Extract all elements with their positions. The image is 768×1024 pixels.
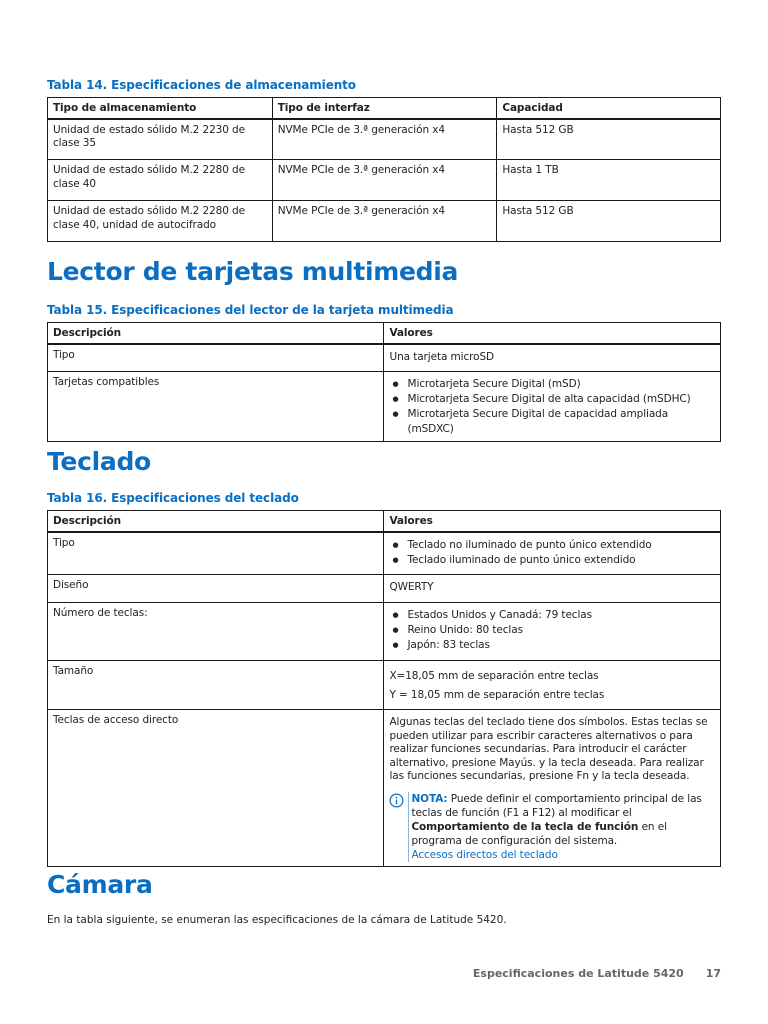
table-cell: Número de teclas:	[48, 603, 384, 661]
table-caption-cardreader: Tabla 15. Especificaciones del lector de la tarjeta multimedia	[47, 303, 454, 317]
list-item: ● Reino Unido: 80 teclas	[407, 623, 715, 638]
table-cell: Unidad de estado sólido M.2 2230 de clase 35	[48, 119, 273, 160]
keyboard-type-list	[389, 538, 715, 568]
table-cell	[384, 661, 721, 710]
table-cell: Hasta 512 GB	[497, 119, 721, 160]
table-cell: Una tarjeta microSD	[384, 344, 721, 372]
note-label: NOTA:	[411, 792, 448, 805]
table-row	[48, 201, 721, 242]
column-header: Descripción	[48, 511, 384, 532]
table-row	[48, 372, 721, 442]
column-header: Valores	[384, 511, 721, 532]
table-header-row	[48, 98, 721, 119]
column-header: Capacidad	[497, 98, 721, 119]
table-cell	[384, 532, 721, 575]
table-cell: QWERTY	[384, 575, 721, 603]
note-body	[408, 792, 715, 862]
table-cell: Tipo	[48, 344, 384, 372]
table-header-row	[48, 511, 721, 532]
table-cell: NVMe PCIe de 3.ª generación x4	[272, 119, 497, 160]
table-cell: Tipo	[48, 532, 384, 575]
keyboard-shortcuts-link[interactable]: Accesos directos del teclado	[411, 848, 558, 861]
table-cell	[384, 372, 721, 442]
keyboard-table	[47, 510, 721, 867]
table-row	[48, 575, 721, 603]
table-cell: NVMe PCIe de 3.ª generación x4	[272, 201, 497, 242]
section-heading-cardreader: Lector de tarjetas multimedia	[47, 257, 459, 286]
table-cell: Hasta 512 GB	[497, 201, 721, 242]
camera-intro: En la tabla siguiente, se enumeran las especificaciones de la cámara de Latitude 5420.	[47, 914, 507, 926]
table-cell: Hasta 1 TB	[497, 160, 721, 201]
column-header: Tipo de interfaz	[272, 98, 497, 119]
note-text: Puede definir el comportamiento principal de las teclas de función (F1 a F12) al modificar el	[411, 792, 702, 819]
column-header: Valores	[384, 323, 721, 344]
column-header: Tipo de almacenamiento	[48, 98, 273, 119]
storage-table	[47, 97, 721, 242]
table-row	[48, 119, 721, 160]
key-count-list	[389, 608, 715, 653]
page-number: 17	[705, 967, 721, 980]
column-header: Descripción	[48, 323, 384, 344]
table-cell	[384, 603, 721, 661]
footer-title: Especificaciones de Latitude 5420	[472, 967, 684, 980]
size-y: Y = 18,05 mm de separación entre teclas	[389, 689, 605, 701]
info-circle-icon	[389, 792, 405, 862]
cardreader-table	[47, 322, 721, 442]
table-row	[48, 344, 721, 372]
table-row	[48, 603, 721, 661]
size-x: X=18,05 mm de separación entre teclas	[389, 670, 599, 682]
table-cell	[384, 710, 721, 867]
list-item: ● Microtarjeta Secure Digital de capacidad ampliada (mSDXC)	[407, 407, 715, 437]
section-heading-keyboard: Teclado	[47, 447, 151, 476]
table-row	[48, 710, 721, 867]
list-item: ● Estados Unidos y Canadá: 79 teclas	[407, 608, 715, 623]
note-bold-term: Comportamiento de la tecla de función	[411, 820, 639, 833]
table-cell: Unidad de estado sólido M.2 2280 de clase 40, unidad de autocifrado	[48, 201, 273, 242]
note-text: en el programa de configuración del sistema.	[411, 820, 667, 847]
compat-list	[389, 377, 715, 437]
table-cell: Teclas de acceso directo	[48, 710, 384, 867]
list-item: ● Teclado no iluminado de punto único extendido	[407, 538, 715, 553]
table-cell: Unidad de estado sólido M.2 2280 de clase 40	[48, 160, 273, 201]
table-caption-keyboard: Tabla 16. Especificaciones del teclado	[47, 491, 299, 505]
list-item: ● Teclado iluminado de punto único extendido	[407, 553, 715, 568]
table-row	[48, 532, 721, 575]
table-header-row	[48, 323, 721, 344]
table-row	[48, 661, 721, 710]
list-item: ● Japón: 83 teclas	[407, 638, 715, 653]
shortcut-description: Algunas teclas del teclado tiene dos símbolos. Estas teclas se pueden utilizar para escribir caracteres alternativos o para realizar funciones secundarias. Para introducir el carácter alternativo, presione Mayús. y la tecla deseada. Para realizar las funciones secundarias, presione Fn y la tecla deseada.	[389, 716, 708, 782]
table-cell: Tarjetas compatibles	[48, 372, 384, 442]
table-cell: Tamaño	[48, 661, 384, 710]
page-footer	[451, 967, 721, 980]
table-cell: NVMe PCIe de 3.ª generación x4	[272, 160, 497, 201]
table-caption-storage: Tabla 14. Especificaciones de almacenamiento	[47, 78, 356, 92]
list-item: ● Microtarjeta Secure Digital de alta capacidad (mSDHC)	[407, 392, 715, 407]
section-heading-camera: Cámara	[47, 870, 153, 899]
list-item: ● Microtarjeta Secure Digital (mSD)	[407, 377, 715, 392]
table-row	[48, 160, 721, 201]
note-box	[389, 792, 715, 862]
table-cell: Diseño	[48, 575, 384, 603]
